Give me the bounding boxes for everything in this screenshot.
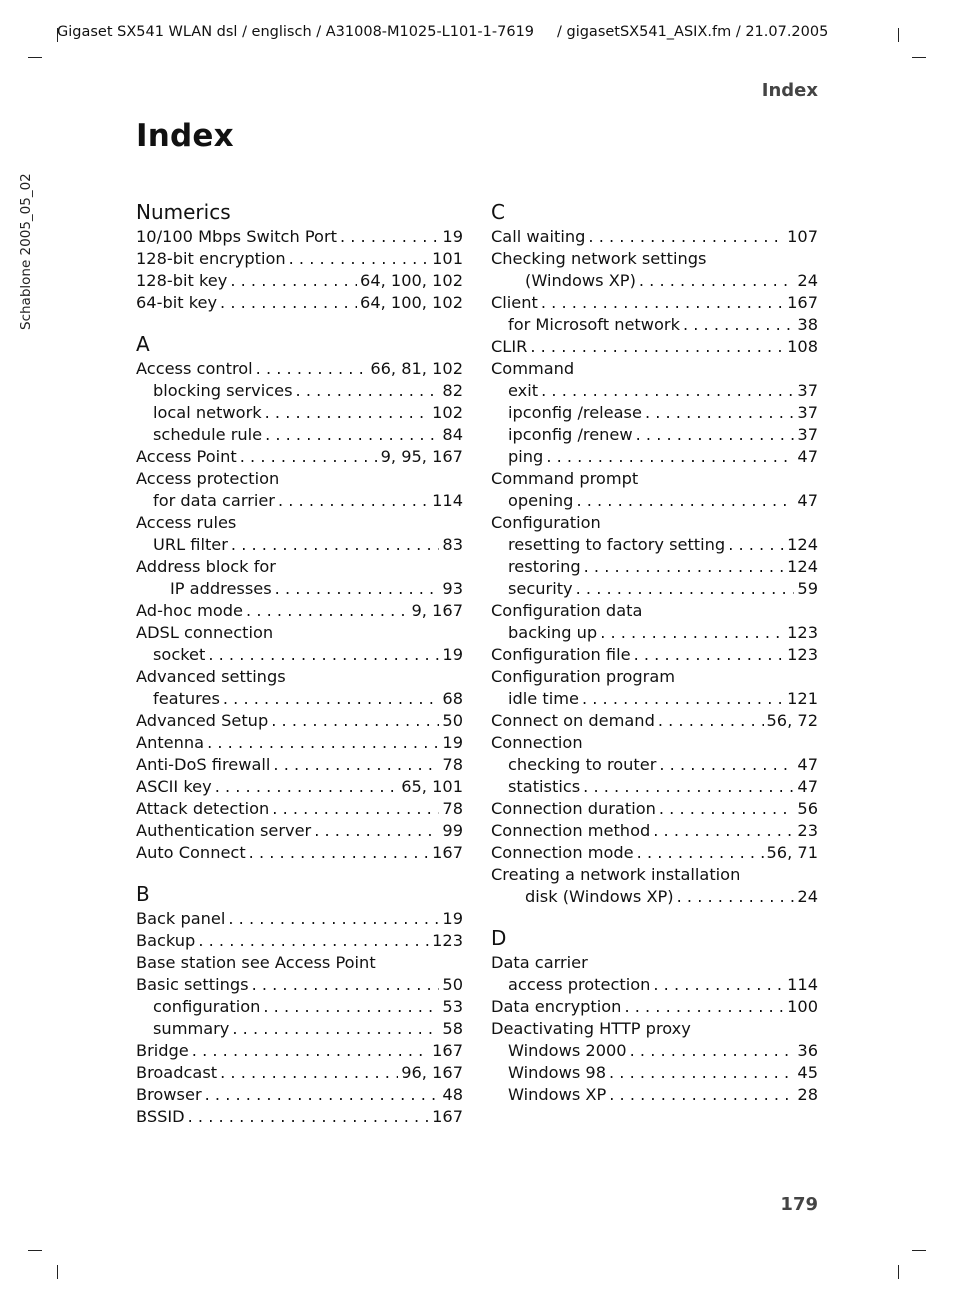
index-entry — [136, 798, 463, 820]
index-entry — [136, 1018, 463, 1040]
dot-leader — [275, 578, 440, 600]
index-term: Advanced settings — [136, 667, 286, 686]
dot-leader — [541, 380, 794, 402]
index-entry — [136, 358, 463, 380]
index-entry — [136, 1062, 463, 1084]
index-column-right — [491, 198, 818, 1122]
index-entry — [136, 292, 463, 314]
index-term: Deactivating HTTP proxy — [491, 1019, 691, 1038]
index-term: Advanced Setup — [136, 711, 269, 730]
index-group-heading: C — [491, 200, 505, 224]
crop-mark — [912, 57, 926, 58]
index-page-refs: 37 — [797, 425, 818, 444]
dot-leader — [634, 644, 785, 666]
index-term: blocking services — [153, 381, 293, 400]
index-entry — [491, 952, 818, 974]
index-term: ASCII key — [136, 777, 212, 796]
dot-leader — [659, 798, 795, 820]
index-page-refs: 9, 167 — [411, 601, 463, 620]
index-entry — [136, 446, 463, 468]
running-header-right: / gigasetSX541_ASIX.fm / 21.07.2005 — [557, 24, 829, 40]
crop-mark — [898, 28, 899, 42]
index-entry — [491, 644, 818, 666]
index-entry — [491, 248, 818, 270]
index-page-refs: 50 — [442, 975, 463, 994]
index-page-refs: 107 — [787, 227, 818, 246]
index-term: Data encryption — [491, 997, 622, 1016]
index-term: Basic settings — [136, 975, 249, 994]
index-term: Configuration program — [491, 667, 676, 686]
index-page-refs: 82 — [442, 381, 463, 400]
dot-leader — [256, 358, 368, 380]
index-term: idle time — [508, 689, 579, 708]
index-page-refs: 59 — [797, 579, 818, 598]
index-term: local network — [153, 403, 262, 422]
dot-leader — [582, 688, 784, 710]
index-entry — [136, 754, 463, 776]
index-entry — [491, 732, 818, 754]
index-term: Base station see Access Point — [136, 953, 376, 972]
dot-leader — [289, 248, 429, 270]
index-entry — [491, 424, 818, 446]
index-page-refs: 96, 167 — [401, 1063, 463, 1082]
index-entry — [136, 776, 463, 798]
index-term: BSSID — [136, 1107, 185, 1126]
index-term: Windows 2000 — [508, 1041, 627, 1060]
index-page-refs: 114 — [432, 491, 463, 510]
index-entry — [136, 908, 463, 930]
index-page-refs: 84 — [442, 425, 463, 444]
dot-leader — [215, 776, 399, 798]
index-term: Windows XP — [508, 1085, 607, 1104]
index-page-refs: 37 — [797, 403, 818, 422]
index-entry — [491, 1018, 818, 1040]
index-entry — [491, 842, 818, 864]
dot-leader — [208, 644, 439, 666]
dot-leader — [576, 578, 795, 600]
index-term: Data carrier — [491, 953, 588, 972]
index-entry — [491, 292, 818, 314]
index-page-refs: 121 — [787, 689, 818, 708]
index-term: Authentication server — [136, 821, 312, 840]
dot-leader — [252, 974, 440, 996]
index-term: Broadcast — [136, 1063, 218, 1082]
dot-leader — [658, 710, 764, 732]
index-term: Connection method — [491, 821, 651, 840]
index-page-refs: 64, 100, 102 — [360, 271, 463, 290]
index-term: Connection — [491, 733, 583, 752]
running-header-left: Gigaset SX541 WLAN dsl / englisch / A31008-M1025-L101-1-7619 — [57, 24, 535, 40]
index-entry — [491, 600, 818, 622]
dot-leader — [231, 534, 439, 556]
index-page-refs: 123 — [787, 645, 818, 664]
index-entry — [136, 270, 463, 292]
index-term: Call waiting — [491, 227, 586, 246]
index-term: schedule rule — [153, 425, 263, 444]
index-term: IP addresses — [170, 579, 272, 598]
dot-leader — [249, 842, 429, 864]
index-page-refs: 101 — [432, 249, 463, 268]
dot-leader — [637, 842, 764, 864]
index-entry — [136, 820, 463, 842]
crop-mark — [57, 1265, 58, 1279]
index-term: 10/100 Mbps Switch Port — [136, 227, 337, 246]
dot-leader — [639, 270, 795, 292]
index-term: Anti-DoS firewall — [136, 755, 271, 774]
index-page-refs: 47 — [797, 447, 818, 466]
index-term: ipconfig /release — [508, 403, 642, 422]
index-term: ipconfig /renew — [508, 425, 633, 444]
index-entry — [491, 864, 818, 886]
index-term: Connection mode — [491, 843, 634, 862]
dot-leader — [530, 336, 784, 358]
index-term: Address block for — [136, 557, 276, 576]
index-page-refs: 114 — [787, 975, 818, 994]
index-entry — [491, 512, 818, 534]
index-page-refs: 47 — [797, 491, 818, 510]
index-page-refs: 23 — [797, 821, 818, 840]
index-page-refs: 24 — [797, 271, 818, 290]
index-term: Access control — [136, 359, 253, 378]
index-entry — [491, 1040, 818, 1062]
index-entry — [136, 1040, 463, 1062]
index-page-refs: 167 — [432, 843, 463, 862]
section-label: Index — [761, 80, 818, 101]
index-term: restoring — [508, 557, 581, 576]
index-page-refs: 19 — [442, 227, 463, 246]
index-entry — [491, 402, 818, 424]
index-term: Connection duration — [491, 799, 656, 818]
index-term: CLIR — [491, 337, 528, 356]
index-page-refs: 83 — [442, 535, 463, 554]
index-entry — [491, 1062, 818, 1084]
index-entry — [136, 578, 463, 600]
index-entry — [136, 556, 463, 578]
dot-leader — [220, 1062, 398, 1084]
dot-leader — [624, 996, 784, 1018]
dot-leader — [273, 754, 439, 776]
index-page-refs: 124 — [787, 557, 818, 576]
index-entry — [136, 600, 463, 622]
index-entry — [136, 226, 463, 248]
dot-leader — [207, 732, 439, 754]
index-entry — [136, 402, 463, 424]
page-number: 179 — [780, 1194, 818, 1215]
dot-leader — [265, 402, 429, 424]
dot-leader — [314, 820, 439, 842]
index-term: Browser — [136, 1085, 202, 1104]
index-entry — [136, 666, 463, 688]
dot-leader — [240, 446, 378, 468]
index-page-refs: 36 — [797, 1041, 818, 1060]
crop-mark — [912, 1250, 926, 1251]
index-page-refs: 124 — [787, 535, 818, 554]
index-term: features — [153, 689, 220, 708]
index-group — [136, 880, 463, 1128]
dot-leader — [683, 314, 794, 336]
index-page-refs: 45 — [797, 1063, 818, 1082]
index-entry — [491, 336, 818, 358]
dot-leader — [645, 402, 794, 424]
dot-leader — [232, 1018, 439, 1040]
index-entry — [491, 226, 818, 248]
crop-mark — [898, 1265, 899, 1279]
dot-leader — [609, 1084, 794, 1106]
index-page-refs: 56, 71 — [766, 843, 818, 862]
index-entry — [491, 820, 818, 842]
index-entry — [136, 490, 463, 512]
index-entry — [491, 270, 818, 292]
index-term: Backup — [136, 931, 196, 950]
index-term: configuration — [153, 997, 261, 1016]
dot-leader — [198, 930, 429, 952]
index-entry — [136, 644, 463, 666]
index-page-refs: 167 — [787, 293, 818, 312]
index-page-refs: 19 — [442, 645, 463, 664]
dot-leader — [588, 226, 784, 248]
index-term: Configuration — [491, 513, 601, 532]
index-term: Access Point — [136, 447, 237, 466]
index-page-refs: 56 — [797, 799, 818, 818]
index-page-refs: 123 — [432, 931, 463, 950]
index-term: summary — [153, 1019, 230, 1038]
index-entry — [491, 798, 818, 820]
dot-leader — [271, 710, 439, 732]
index-entry — [136, 534, 463, 556]
index-page-refs: 9, 95, 167 — [380, 447, 463, 466]
index-page-refs: 28 — [797, 1085, 818, 1104]
index-entry — [491, 710, 818, 732]
dot-leader — [576, 490, 794, 512]
index-entry — [136, 952, 463, 974]
index-entry — [136, 974, 463, 996]
index-entry — [136, 930, 463, 952]
dot-leader — [659, 754, 794, 776]
dot-leader — [272, 798, 439, 820]
index-page-refs: 38 — [797, 315, 818, 334]
index-entry — [136, 424, 463, 446]
index-page-refs: 93 — [442, 579, 463, 598]
index-entry — [136, 842, 463, 864]
index-term: Command prompt — [491, 469, 639, 488]
dot-leader — [246, 600, 408, 622]
index-column-left — [136, 198, 463, 1144]
dot-leader — [205, 1084, 440, 1106]
index-term: Attack detection — [136, 799, 270, 818]
index-group — [491, 198, 818, 908]
index-entry — [491, 578, 818, 600]
index-entry — [136, 996, 463, 1018]
index-entry — [491, 380, 818, 402]
index-entry — [491, 534, 818, 556]
dot-leader — [600, 622, 784, 644]
index-term: Access rules — [136, 513, 237, 532]
template-sidebar-text: Schablone 2005_05_02 — [18, 173, 34, 330]
index-term: ADSL connection — [136, 623, 274, 642]
dot-leader — [230, 270, 357, 292]
index-entry — [491, 754, 818, 776]
index-page-refs: 78 — [442, 755, 463, 774]
index-entry — [491, 622, 818, 644]
index-entry — [491, 490, 818, 512]
index-entry — [491, 996, 818, 1018]
dot-leader — [220, 292, 357, 314]
index-page-refs: 19 — [442, 733, 463, 752]
dot-leader — [340, 226, 439, 248]
index-term: 64-bit key — [136, 293, 218, 312]
index-term: Bridge — [136, 1041, 189, 1060]
crop-mark — [28, 57, 42, 58]
index-group-heading: A — [136, 332, 150, 356]
index-term: for data carrier — [153, 491, 275, 510]
index-entry — [136, 622, 463, 644]
dot-leader — [263, 996, 439, 1018]
index-entry — [491, 314, 818, 336]
index-entry — [136, 688, 463, 710]
dot-leader — [584, 556, 784, 578]
index-entry — [491, 468, 818, 490]
dot-leader — [296, 380, 440, 402]
index-page-refs: 102 — [432, 403, 463, 422]
index-page-refs: 167 — [432, 1041, 463, 1060]
index-term: Client — [491, 293, 538, 312]
index-term: Connect on demand — [491, 711, 655, 730]
index-entry — [491, 446, 818, 468]
dot-leader — [541, 292, 784, 314]
index-term: Access protection — [136, 469, 280, 488]
index-page-refs: 53 — [442, 997, 463, 1016]
dot-leader — [583, 776, 794, 798]
index-term: opening — [508, 491, 574, 510]
dot-leader — [728, 534, 784, 556]
index-page-refs: 37 — [797, 381, 818, 400]
index-entry — [136, 710, 463, 732]
index-term: URL filter — [153, 535, 228, 554]
index-term: backing up — [508, 623, 598, 642]
index-entry — [491, 886, 818, 908]
index-entry — [136, 468, 463, 490]
index-group-heading: B — [136, 882, 150, 906]
index-entry — [136, 732, 463, 754]
index-term: Creating a network installation — [491, 865, 741, 884]
index-term: socket — [153, 645, 206, 664]
dot-leader — [223, 688, 440, 710]
index-term: disk (Windows XP) — [525, 887, 674, 906]
index-page-refs: 24 — [797, 887, 818, 906]
index-page-refs: 123 — [787, 623, 818, 642]
page-title: Index — [136, 118, 234, 154]
index-entry — [491, 688, 818, 710]
index-page-refs: 47 — [797, 755, 818, 774]
dot-leader — [677, 886, 795, 908]
index-entry — [491, 556, 818, 578]
index-page-refs: 66, 81, 102 — [370, 359, 463, 378]
index-term: for Microsoft network — [508, 315, 680, 334]
index-page-refs: 50 — [442, 711, 463, 730]
dot-leader — [192, 1040, 429, 1062]
index-term: security — [508, 579, 573, 598]
index-group — [136, 330, 463, 864]
index-group-heading: Numerics — [136, 200, 231, 224]
index-term: resetting to factory setting — [508, 535, 726, 554]
index-term: 128-bit encryption — [136, 249, 286, 268]
index-page-refs: 64, 100, 102 — [360, 293, 463, 312]
index-entry — [491, 974, 818, 996]
dot-leader — [653, 820, 794, 842]
index-term: Auto Connect — [136, 843, 246, 862]
index-page-refs: 68 — [442, 689, 463, 708]
index-entry — [136, 512, 463, 534]
dot-leader — [636, 424, 795, 446]
index-page-refs: 167 — [432, 1107, 463, 1126]
index-group — [136, 198, 463, 314]
index-term: exit — [508, 381, 539, 400]
dot-leader — [188, 1106, 429, 1128]
dot-leader — [265, 424, 439, 446]
dot-leader — [278, 490, 429, 512]
index-entry — [136, 1106, 463, 1128]
index-term: Configuration file — [491, 645, 631, 664]
index-page-refs: 78 — [442, 799, 463, 818]
index-term: access protection — [508, 975, 651, 994]
index-page-refs: 108 — [787, 337, 818, 356]
index-page-refs: 19 — [442, 909, 463, 928]
dot-leader — [653, 974, 784, 996]
index-page-refs: 65, 101 — [401, 777, 463, 796]
dot-leader — [630, 1040, 795, 1062]
index-page-refs: 58 — [442, 1019, 463, 1038]
index-entry — [136, 380, 463, 402]
index-group-heading: D — [491, 926, 507, 950]
index-term: 128-bit key — [136, 271, 228, 290]
index-group — [491, 924, 818, 1106]
crop-mark — [28, 1250, 42, 1251]
index-page-refs: 47 — [797, 777, 818, 796]
index-term: Ad-hoc mode — [136, 601, 244, 620]
index-term: checking to router — [508, 755, 657, 774]
dot-leader — [609, 1062, 794, 1084]
index-entry — [491, 666, 818, 688]
index-entry — [136, 1084, 463, 1106]
index-term: Antenna — [136, 733, 205, 752]
index-page-refs: 48 — [442, 1085, 463, 1104]
index-term: Back panel — [136, 909, 226, 928]
index-entry — [136, 248, 463, 270]
index-term: Configuration data — [491, 601, 643, 620]
index-page-refs: 99 — [442, 821, 463, 840]
index-entry — [491, 776, 818, 798]
index-term: Checking network settings — [491, 249, 707, 268]
index-term: ping — [508, 447, 544, 466]
index-entry — [491, 1084, 818, 1106]
index-page-refs: 100 — [787, 997, 818, 1016]
index-term: (Windows XP) — [525, 271, 636, 290]
index-entry — [491, 358, 818, 380]
index-page-refs: 56, 72 — [766, 711, 818, 730]
dot-leader — [546, 446, 794, 468]
index-term: Command — [491, 359, 575, 378]
index-term: Windows 98 — [508, 1063, 607, 1082]
index-term: statistics — [508, 777, 581, 796]
dot-leader — [228, 908, 439, 930]
